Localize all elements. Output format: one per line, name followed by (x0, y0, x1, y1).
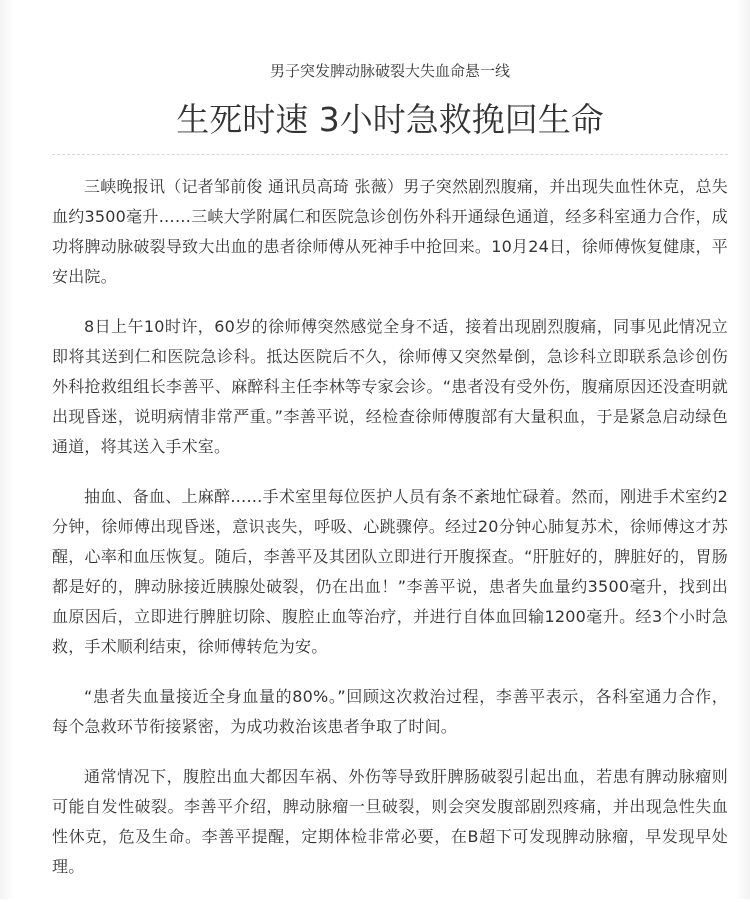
article-paragraph: 8日上午10时许，60岁的徐师傅突然感觉全身不适，接着出现剧烈腹痛，同事见此情况立即将其送到仁和医院急诊科。抵达医院后不久，徐师傅又突然晕倒，急诊科立即联系急诊创伤外科抢救组组长李善平、麻醉科主任李林等专家会诊。“患者没有受外伤，腹痛原因还没查明就出现昏迷，说明病情非常严重。”李善平说，经检查徐师傅腹部有大量积血，于是紧急启动绿色通道，将其送入手术室。 (52, 317, 728, 456)
article-paragraph: 通常情况下，腹腔出血大都因车祸、外伤等导致肝脾肠破裂引起出血，若患有脾动脉瘤则可能自发性破裂。李善平介绍，脾动脉瘤一旦破裂，则会突发腹部剧烈疼痛，并出现急性失血性休克，危及生命。李善平提醒，定期体检非常必要，在B超下可发现脾动脉瘤，早发现早处理。 (52, 767, 728, 876)
title-divider (52, 154, 728, 155)
article-body (52, 172, 728, 902)
article-subtitle: 男子突发脾动脉破裂大失血命悬一线 (269, 62, 510, 80)
article-title: 生死时速 3小时急救挽回生命 (176, 100, 604, 139)
article-paragraph: “患者失血量接近全身血量的80%。”回顾这次救治过程，李善平表示，各科室通力合作，每个急救环节衔接紧密，为成功救治该患者争取了时间。 (52, 687, 728, 736)
article-paragraph: 三峡晚报讯（记者邹前俊 通讯员高琦 张薇）男子突然剧烈腹痛，并出现失血性休克，总失血约3500毫升……三峡大学附属仁和医院急诊创伤外科开通绿色通道，经多科室通力合作，成功将脾动脉破裂导致大出血的患者徐师傅从死神手中抢回来。10月24日，徐师傅恢复健康，平安出院。 (52, 177, 728, 286)
article-paragraph: 抽血、备血、上麻醉……手术室里每位医护人员有条不紊地忙碌着。然而，刚进手术室约2分钟，徐师傅出现昏迷，意识丧失，呼吸、心跳骤停。经过20分钟心肺复苏术，徐师傅这才苏醒，心率和血压恢复。随后，李善平及其团队立即进行开腹探查。“肝脏好的，脾脏好的，胃肠都是好的，脾动脉接近胰腺处破裂，仍在出血！”李善平说，患者失血量约3500毫升，找到出血原因后，立即进行脾脏切除、腹腔止血等治疗，并进行自体血回输1200毫升。经3个小时急救，手术顺利结束，徐师傅转危为安。 (52, 487, 728, 656)
